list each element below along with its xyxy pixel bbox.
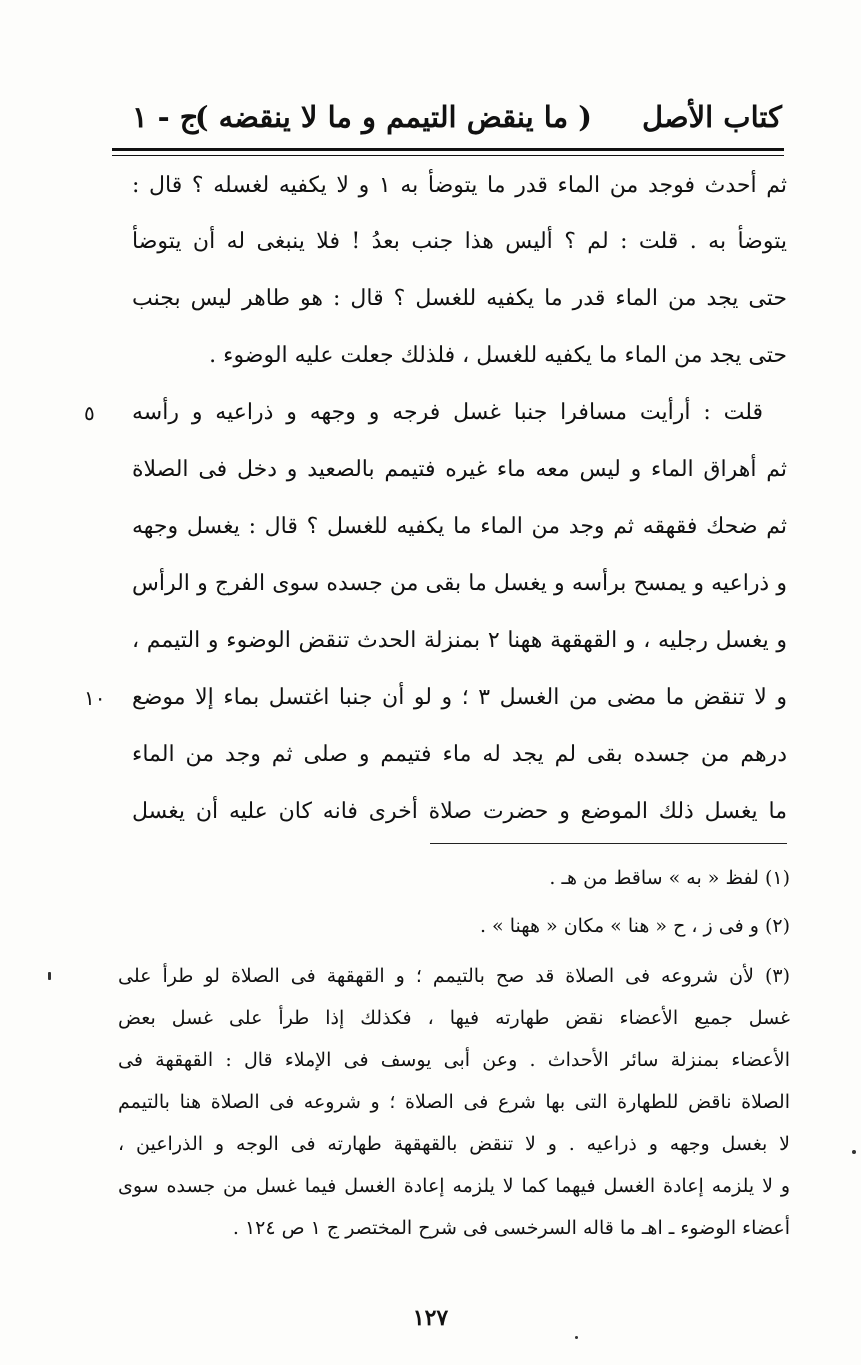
scan-speck [575, 1336, 578, 1339]
footnote-line: (٢) و فى ز ، ح « هنا » مكان « ههنا » . [479, 915, 790, 937]
footnote-separator [430, 843, 787, 844]
footnote-line: الصلاة ناقض للطهارة التى بها شرع فى الصلاة ؛ و شروعه فى الصلاة هنا بالتيمم [118, 1091, 790, 1113]
scan-speck [852, 1150, 856, 1154]
header-rule-thin [112, 155, 784, 156]
text-line: يتوضأ به . قلت : لم ؟ أليس هذا جنب بعدُ ! فلا ينبغى له أن يتوضأ [132, 229, 787, 254]
text-line: و يغسل رجليه ، و القهقهة ههنا ٢ بمنزلة الحدث تنقض الوضوء و التيمم ، [132, 628, 787, 653]
footnote-line: الأعضاء بمنزلة سائر الأحداث . وعن أبى يوسف فى الإملاء قال : القهقهة فى [118, 1049, 790, 1071]
margin-line-number: ٥ [84, 401, 95, 425]
text-line: درهم من جسده بقى لم يجد له ماء فتيمم و صلى ثم وجد من الماء [132, 742, 787, 767]
text-line: قلت : أرأيت مسافرا جنبا غسل فرجه و وجهه و ذراعيه و رأسه [132, 400, 763, 425]
text-line: ثم أهراق الماء و ليس معه ماء غيره فتيمم بالصعيد و دخل فى الصلاة [132, 457, 787, 482]
text-line: ثم ضحك فقهقه ثم وجد من الماء ما يكفيه للغسل ؟ قال : يغسل وجهه [132, 514, 787, 539]
scan-speck [48, 972, 51, 980]
margin-line-number: ١٠ [84, 686, 106, 710]
footnote-line: و لا يلزمه إعادة الغسل فيهما كما لا يلزمه إعادة الغسل فيما غسل من جسده سوى [118, 1175, 790, 1197]
footnote-line: لا بغسل وجهه و ذراعيه . و لا تنقض بالقهقهة طهارته فى الوجه و الذراعين ، [118, 1133, 790, 1155]
footnote-line: غسل جميع الأعضاء نقض طهارته فيها ، فكذلك إذا طرأ على غسل بعض [118, 1007, 790, 1029]
header-rule-thick [112, 148, 784, 151]
footnote-line: أعضاء الوضوء ـ اهـ ما قاله السرخسى فى شرح المختصر ج ١ ص ١٢٤ . [232, 1217, 790, 1239]
book-title: كتاب الأصل [642, 100, 782, 134]
footnote-line: (٣) لأن شروعه فى الصلاة قد صح بالتيمم ؛ و القهقهة فى الصلاة لو طرأ على [118, 965, 790, 987]
text-line: و ذراعيه و يمسح برأسه و يغسل ما بقى من جسده سوى الفرج و الرأس [132, 571, 787, 596]
footnote-line: (١) لفظ « به » ساقط من هـ . [549, 867, 790, 889]
chapter-title: ( ما ينقض التيمم و ما لا ينقضه ) [194, 100, 592, 134]
text-line: حتى يجد من الماء قدر ما يكفيه للغسل ؟ قال : هو طاهر ليس بجنب [132, 286, 787, 311]
running-header [112, 92, 782, 142]
volume-label: ج - ١ [132, 100, 199, 134]
text-line: و لا تنقض ما مضى من الغسل ٣ ؛ و لو أن جنبا اغتسل بماء إلا موضع [132, 685, 787, 710]
text-line: ما يغسل ذلك الموضع و حضرت صلاة أخرى فانه كان عليه أن يغسل [132, 799, 787, 824]
text-line: حتى يجد من الماء ما يكفيه للغسل ، فلذلك جعلت عليه الوضوء . [209, 343, 787, 368]
text-line: ثم أحدث فوجد من الماء قدر ما يتوضأ به ١ و لا يكفيه لغسله ؟ قال : [132, 173, 787, 198]
page-number: ١٢٧ [412, 1305, 449, 1331]
